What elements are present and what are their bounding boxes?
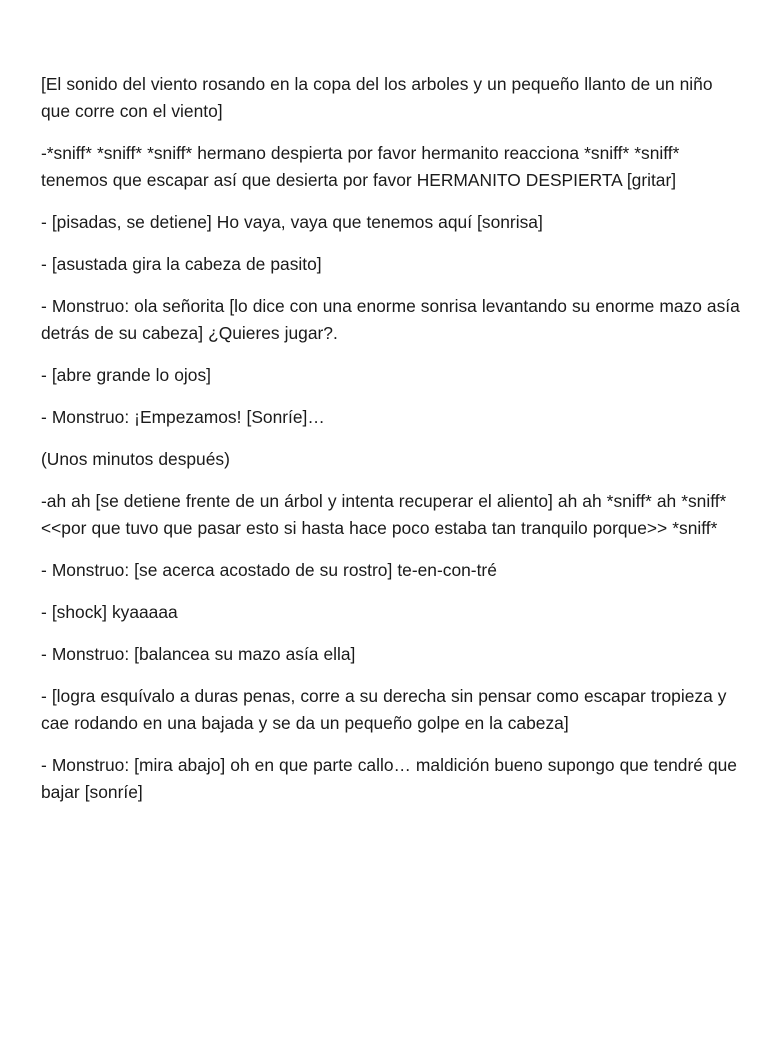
document-body bbox=[41, 71, 741, 821]
paragraph-13: - [logra esquívalo a duras penas, corre a su derecha sin pensar como escapar tropieza y cae rodando en una bajada y se da un pequeño golpe en la cabeza] bbox=[41, 686, 727, 733]
paragraph-4: - [asustada gira la cabeza de pasito] bbox=[41, 254, 322, 274]
paragraph-2: -*sniff* *sniff* *sniff* hermano despierta por favor hermanito reacciona *sniff* *sniff* tenemos que escapar así que desierta por favor HERMANITO DESPIERTA [gritar] bbox=[41, 143, 680, 190]
paragraph-3: - [pisadas, se detiene] Ho vaya, vaya que tenemos aquí [sonrisa] bbox=[41, 212, 543, 232]
paragraph-6: - [abre grande lo ojos] bbox=[41, 365, 211, 385]
paragraph-12: - Monstruo: [balancea su mazo asía ella] bbox=[41, 644, 356, 664]
paragraph-7: - Monstruo: ¡Empezamos! [Sonríe]… bbox=[41, 407, 325, 427]
paragraph-1: [El sonido del viento rosando en la copa del los arboles y un pequeño llanto de un niño que corre con el viento] bbox=[41, 74, 713, 121]
paragraph-8: (Unos minutos después) bbox=[41, 449, 230, 469]
paragraph-5: - Monstruo: ola señorita [lo dice con una enorme sonrisa levantando su enorme mazo asía detrás de su cabeza] ¿Quieres jugar?. bbox=[41, 296, 740, 343]
paragraph-11: - [shock] kyaaaaa bbox=[41, 602, 178, 622]
paragraph-14: - Monstruo: [mira abajo] oh en que parte callo… maldición bueno supongo que tendré que bajar [sonríe] bbox=[41, 755, 737, 802]
paragraph-9: -ah ah [se detiene frente de un árbol y intenta recuperar el aliento] ah ah *sniff* ah *sniff* <<por que tuvo que pasar esto si hasta hace poco estaba tan tranquilo porque>> *sniff* bbox=[41, 491, 727, 538]
paragraph-10: - Monstruo: [se acerca acostado de su rostro] te-en-con-tré bbox=[41, 560, 497, 580]
